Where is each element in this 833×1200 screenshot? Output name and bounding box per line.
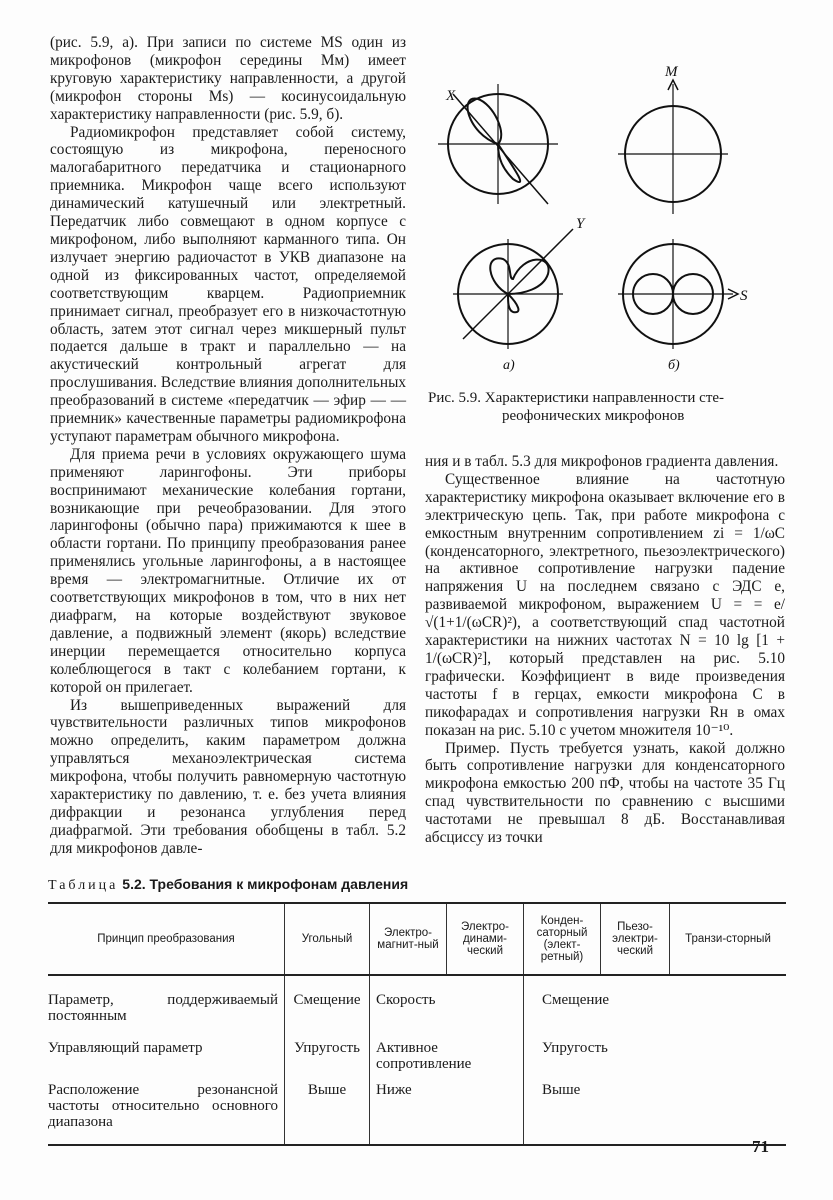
polar-plot-s xyxy=(618,239,748,349)
requirements-table xyxy=(48,902,786,1146)
paragraph: Существенное влияние на частотную характеристику микрофона оказывает включение его в электрическую цепь. Так, при работе микрофона с емкостным внутренним сопротивлением zi = 1/ωC (конденсаторного, электретного, пьезоэлектрического) на активное сопротивление нагрузки падение напряжения U на последнем связано с ЭДС e, развиваемой микрофоном, выражением U = = e/√(1+1/(ωCR)²), а соответствующий спад частотной характеристики на нижних частотах N = 10 lg [1 + 1/(ωCR)²], который представлен на рис. 5.10 графически. Коэффициент в виде произведения частоты f в герцах, емкости микрофона C в пикофарадах и сопротивления нагрузки Rн в омах показан на рис. 5.10 с учетом множителя 10⁻¹⁰. xyxy=(425,470,785,739)
header-piezo: Пьезо-электри-ческий xyxy=(601,903,670,975)
polar-plot-x xyxy=(438,84,558,204)
left-column xyxy=(50,34,406,858)
table-caption-title: 5.2. Требования к микрофонам давления xyxy=(122,876,409,892)
paragraph: Для приема речи в условиях окружающего шума применяют ларингофоны. Эти приборы воспринимают механические колебания гортани, возникающие при речеобразовании. Для этого ларингофоны (обычно пара) прижимаются к шее в области гортани. По принципу преобразования ранее применялись угольные ларингофоны, а в настоящее время — электромагнитные. Отличие их от соответствующих микрофонов в том, что в них нет диафрагм, на которые воздействуют звуковое давление, а подвижный элемент (якорь) вследствие инерции перемещается относительно корпуса колеблющегося в такт с колебанием гортани, к которой он прилегает. xyxy=(50,445,406,696)
header-electrodynamic: Электро-динами-ческий xyxy=(447,903,524,975)
row-label: Расположение резонансной частоты относительно основного диапазона xyxy=(48,1082,278,1130)
table-row xyxy=(48,1078,786,1145)
row-label: Управляющий параметр xyxy=(48,1040,203,1056)
cell: Упругость xyxy=(285,1030,370,1078)
row-label: Параметр, поддерживаемый постоянным xyxy=(48,992,278,1024)
sublabel-a: а) xyxy=(503,358,515,373)
table-caption-prefix: Таблица xyxy=(48,878,119,893)
page-number: 71 xyxy=(752,1137,769,1156)
polar-plot-y xyxy=(453,216,586,349)
cell: Активное сопротивление xyxy=(370,1030,524,1078)
header-condenser: Конден-саторный (элект-ретный) xyxy=(524,903,601,975)
right-column xyxy=(425,453,785,847)
axis-label-x: X xyxy=(446,88,456,104)
paragraph: ния и в табл. 5.3 для микрофонов градиента давления. xyxy=(425,453,779,470)
directivity-figure xyxy=(428,64,768,384)
caption-line: реофонических микрофонов xyxy=(502,408,685,424)
header-transistor: Транзи-сторный xyxy=(670,903,787,975)
cell: Выше xyxy=(285,1078,370,1145)
sublabel-b: б) xyxy=(668,358,680,373)
polar-plot-m xyxy=(618,64,728,214)
cell: Упругость xyxy=(524,1030,787,1078)
header-electromagnetic: Электро-магнит-ный xyxy=(370,903,447,975)
table-row xyxy=(48,1030,786,1078)
header-carbon: Угольный xyxy=(285,903,370,975)
header-principle: Принцип преобразования xyxy=(48,903,285,975)
axis-label-s: S xyxy=(740,288,748,304)
axis-label-y: Y xyxy=(576,216,585,232)
figure-caption xyxy=(428,389,788,425)
table-row xyxy=(48,975,786,1030)
table-header-row xyxy=(48,903,786,975)
cell: Смещение xyxy=(285,975,370,1030)
paragraph: Радиомикрофон представляет собой систему, состоящую из микрофона, переносного малогабаритного передатчика и стационарного приемника. Микрофон чаще всего используют динамический катушечный или электретный. Передатчик либо совмещают в одном корпусе с микрофоном, либо выполняют карманного типа. Он излучает энергию радиочастот в УКВ диапазоне на одной из фиксированных частот, определяемой соответствующим кварцем. Радиоприемник принимает сигнал, преобразует его в низкочастотную область, затем этот сигнал через микшерный пульт подается дальше в тракт и параллельно — на акустический контрольный агрегат для прослушивания. Вследствие влияния дополнительных преобразований в системе «передатчик — эфир — — приемник» качественные параметры радиомикрофона уступают параметрам обычного микрофона. xyxy=(50,123,406,445)
paragraph: Из вышеприведенных выражений для чувствительности различных типов микрофонов можно определить, каким параметром должна управляться механоэлектрическая система микрофона, чтобы получить равномерную частотную характеристику по давлению, т. е. без учета влияния дифракции и резонанса углубления перед диафрагмой. Эти требования обобщены в табл. 5.2 для микрофонов давле- xyxy=(50,696,406,857)
cell: Скорость xyxy=(370,975,524,1030)
cell: Смещение xyxy=(524,975,787,1030)
cell: Ниже xyxy=(370,1078,524,1145)
paragraph: Пример. Пусть требуется узнать, какой должно быть сопротивление нагрузки для конденсаторного микрофона емкостью 200 пФ, чтобы на частоте 35 Гц спад чувствительности по сравнению с высшими частотами не превышал 8 дБ. Восстанавливая абсциссу из точки xyxy=(425,739,785,847)
caption-line: Рис. 5.9. Характеристики направленности сте- xyxy=(428,390,725,406)
cell: Выше xyxy=(524,1078,787,1145)
axis-label-m: M xyxy=(665,64,678,80)
paragraph: (рис. 5.9, а). При записи по системе MS один из микрофонов (микрофон середины Mм) имеет круговую характеристику направленности, а другой (микрофон стороны Ms) — косинусоидальную характеристику направленности (рис. 5.9, б). xyxy=(50,34,406,123)
table-caption xyxy=(48,876,408,895)
